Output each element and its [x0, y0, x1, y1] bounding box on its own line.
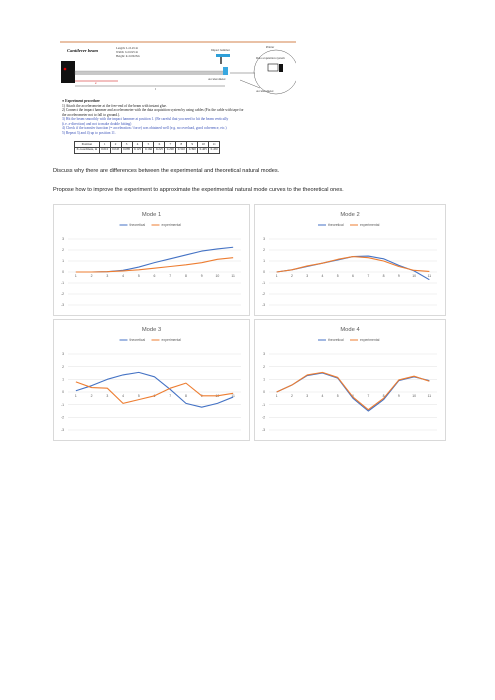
series-line-theoretical — [76, 372, 233, 407]
spec-height: Height: h=0.0025m — [116, 54, 140, 58]
x-tick-label: 9 — [200, 274, 203, 278]
label-l: l — [155, 87, 156, 91]
legend-label-experimental: experimental — [360, 338, 380, 342]
x-tick-label: 5 — [336, 274, 339, 278]
row-label: X-coordinate, m — [76, 147, 98, 152]
legend-label-theoretical: theoretical — [129, 223, 146, 227]
procedure-step: the accelerometer not to fall to ground.). — [62, 112, 121, 117]
figure-title: Cantilever beam — [67, 48, 99, 53]
x-tick-label: 2 — [90, 274, 93, 278]
hammer-head — [216, 54, 230, 57]
x-tick-label: 11 — [231, 274, 235, 278]
procedure-step: 3) Hit the beam smoothly with the impact hammer at position 1. (Be careful that you need to hit the beam vertically — [62, 117, 229, 121]
x-tick-label: 8 — [185, 394, 187, 398]
chart-mode-1 — [53, 204, 250, 316]
y-tick-label: 2 — [62, 364, 64, 369]
table-cell: 7 — [165, 142, 176, 148]
x-tick-label: 2 — [290, 274, 293, 278]
y-tick-label: 1 — [62, 259, 64, 264]
x-tick-label: 4 — [122, 394, 124, 398]
x-tick-label: 5 — [137, 394, 140, 398]
x-tick-label: 5 — [336, 394, 339, 398]
table-cell: 0.290 — [166, 147, 174, 152]
table-cell: 8 — [176, 142, 187, 148]
table-cell: 1 — [99, 142, 110, 148]
x-tick-label: 6 — [352, 274, 354, 278]
y-tick-label: -2 — [261, 292, 265, 297]
table-cell: 0.225 — [155, 147, 163, 152]
table-cell: 3 — [121, 142, 132, 148]
table-cell: 0.125 — [133, 147, 142, 152]
x-tick-label: 11 — [427, 394, 432, 398]
table-cell: 0.045 — [112, 147, 120, 152]
x-tick-label: 8 — [382, 274, 385, 278]
legend-label-theoretical: theoretical — [328, 338, 344, 342]
table-cell: 11 — [209, 142, 220, 148]
hammer-handle — [220, 57, 222, 64]
y-tick-label: 2 — [62, 248, 64, 253]
table-cell: 2 — [110, 142, 121, 148]
y-tick-label: -1 — [261, 402, 265, 407]
procedure-step: 5) Repeat 3) and 4) up to position 11. — [62, 130, 116, 135]
x-tick-label: 9 — [397, 274, 400, 278]
y-tick-label: 1 — [263, 377, 265, 382]
y-tick-label: -2 — [60, 292, 64, 297]
beam — [75, 71, 225, 75]
chart-mode-2-svg — [255, 205, 445, 315]
chart-mode-3 — [53, 319, 250, 441]
y-tick-label: 2 — [263, 248, 265, 253]
x-tick-label: 3 — [106, 394, 109, 398]
positions-table — [74, 141, 220, 154]
chart-mode-1-svg — [54, 205, 249, 315]
y-tick-label: 0 — [62, 270, 64, 275]
legend-label-theoretical: theoretical — [328, 223, 344, 227]
chart-mode-3-svg — [54, 320, 249, 440]
y-tick-label: 0 — [263, 390, 265, 395]
x-tick-label: 6 — [352, 394, 354, 398]
legend-label-experimental: experimental — [360, 223, 380, 227]
x-tick-label: 2 — [290, 394, 293, 398]
x-tick-label: 7 — [169, 394, 172, 398]
x-tick-label: 11 — [231, 394, 235, 398]
question-2: Propose how to improve the experiment to approximate the experimental natural mode curves to the theoretical ones. — [53, 187, 344, 193]
y-tick-label: -2 — [60, 415, 64, 420]
experiment-procedure — [62, 99, 297, 135]
procedure-step: (i.e. z-direction) and not to make double hitting) — [62, 121, 132, 126]
clamp-block — [61, 61, 75, 83]
question-1: Discuss why there are differences between the experimental and theoretical natural modes. — [53, 168, 280, 174]
legend-label-experimental: experimental — [161, 223, 181, 227]
x-tick-label: 9 — [397, 394, 400, 398]
x-tick-label: 9 — [200, 394, 203, 398]
tower-icon — [279, 64, 283, 72]
table-cell: 4 — [132, 142, 143, 148]
series-line-experimental — [76, 382, 233, 404]
label-x: x — [95, 81, 97, 85]
x-tick-label: 6 — [153, 274, 156, 278]
table-cell: 0.390 — [188, 147, 196, 152]
y-tick-label: 1 — [62, 377, 64, 382]
label-impact-hammer: Impact hammer — [211, 48, 230, 52]
chart-title: Mode 2 — [340, 212, 360, 218]
y-tick-label: -3 — [261, 428, 265, 433]
spec-length: Length: L=0.45 m — [116, 46, 138, 50]
x-tick-label: 4 — [321, 274, 324, 278]
x-tick-label: 1 — [74, 274, 77, 278]
table-cell: 0.085 — [122, 147, 131, 152]
y-tick-label: -1 — [60, 281, 64, 286]
x-tick-label: 4 — [122, 274, 124, 278]
cantilever-diagram — [60, 40, 296, 100]
procedure-step: 4) Check if the transfer function (= acceleration / force) was obtained well (e.g. no overload, good coherence, etc.) — [62, 126, 227, 130]
table-cell: 6 — [154, 142, 165, 148]
x-tick-label: 7 — [367, 274, 370, 278]
table-cell: 0.310 — [177, 147, 185, 152]
x-tick-label: 8 — [185, 274, 187, 278]
x-tick-label: 3 — [106, 274, 109, 278]
y-tick-label: 3 — [263, 237, 265, 242]
y-tick-label: 3 — [62, 352, 64, 357]
y-tick-label: 2 — [263, 364, 265, 369]
chart-mode-4-svg — [255, 320, 445, 440]
x-tick-label: 8 — [382, 394, 385, 398]
x-tick-label: 5 — [137, 274, 140, 278]
x-tick-label: 3 — [306, 274, 309, 278]
x-tick-label: 10 — [215, 394, 220, 398]
positions-table-wrap — [74, 141, 220, 154]
x-tick-label: 10 — [412, 274, 416, 278]
chart-title: Mode 1 — [141, 212, 162, 218]
table-cell: 0.405 — [199, 147, 207, 152]
x-tick-label: 6 — [153, 394, 156, 398]
x-tick-label: 10 — [412, 394, 416, 398]
clamp-marker — [64, 68, 67, 71]
label-accelerometer: Accelerometer — [208, 77, 226, 81]
table-row — [75, 147, 220, 153]
y-tick-label: -1 — [60, 402, 64, 407]
label-printer: Printer — [266, 45, 275, 49]
chart-title: Mode 4 — [340, 327, 360, 333]
y-tick-label: -3 — [60, 428, 64, 433]
x-tick-label: 1 — [275, 274, 278, 278]
accel-line — [240, 80, 260, 88]
chart-title: Mode 3 — [141, 327, 162, 333]
monitor-icon — [268, 64, 278, 71]
series-line-experimental — [277, 372, 430, 409]
x-tick-label: 7 — [169, 274, 172, 278]
x-tick-label: 4 — [321, 394, 324, 398]
chart-mode-4 — [254, 319, 446, 441]
x-tick-label: 1 — [275, 394, 278, 398]
x-tick-label: 10 — [215, 274, 220, 278]
y-tick-label: -3 — [261, 303, 265, 308]
label-accelerometer-2: Accelerometer — [256, 89, 274, 93]
table-cell: 0.010 — [101, 147, 109, 152]
y-tick-label: 3 — [263, 352, 265, 357]
x-tick-label: 2 — [90, 394, 93, 398]
series-line-experimental — [277, 257, 430, 272]
y-tick-label: -1 — [261, 281, 265, 286]
procedure-step: 1) Attach the accelerometer at the free-end of the beam with instant glue. — [62, 103, 167, 108]
row-label: Position — [75, 142, 100, 148]
y-tick-label: 1 — [263, 259, 265, 264]
cantilever-figure — [60, 40, 296, 100]
y-tick-label: -3 — [60, 303, 64, 308]
legend-label-theoretical: theoretical — [129, 338, 146, 342]
spec-width: Width: b=0.025 m — [116, 50, 138, 54]
accelerometer-block — [223, 67, 228, 75]
y-tick-label: -2 — [261, 415, 265, 420]
table-cell: 0.166 — [144, 147, 153, 152]
table-cell: 10 — [198, 142, 209, 148]
procedure-heading: ● Experiment procedure — [62, 99, 100, 103]
y-tick-label: 3 — [62, 237, 64, 242]
procedure-step: 2) Connect the impact hammer and accelerometer with the data acquisition system by using cables (Fix the cable with tape for — [62, 108, 244, 112]
table-cell: 5 — [143, 142, 154, 148]
table-cell: 0.450 — [210, 147, 218, 152]
x-tick-label: 11 — [427, 274, 432, 278]
table-cell: 9 — [187, 142, 198, 148]
y-tick-label: 0 — [62, 390, 64, 395]
x-tick-label: 1 — [74, 394, 77, 398]
x-tick-label: 7 — [367, 394, 370, 398]
series-line-experimental — [76, 258, 233, 272]
label-daq: Data acquisition system — [256, 56, 285, 60]
x-tick-label: 3 — [306, 394, 309, 398]
y-tick-label: 0 — [263, 270, 265, 275]
legend-label-experimental: experimental — [161, 338, 181, 342]
chart-mode-2 — [254, 204, 446, 316]
